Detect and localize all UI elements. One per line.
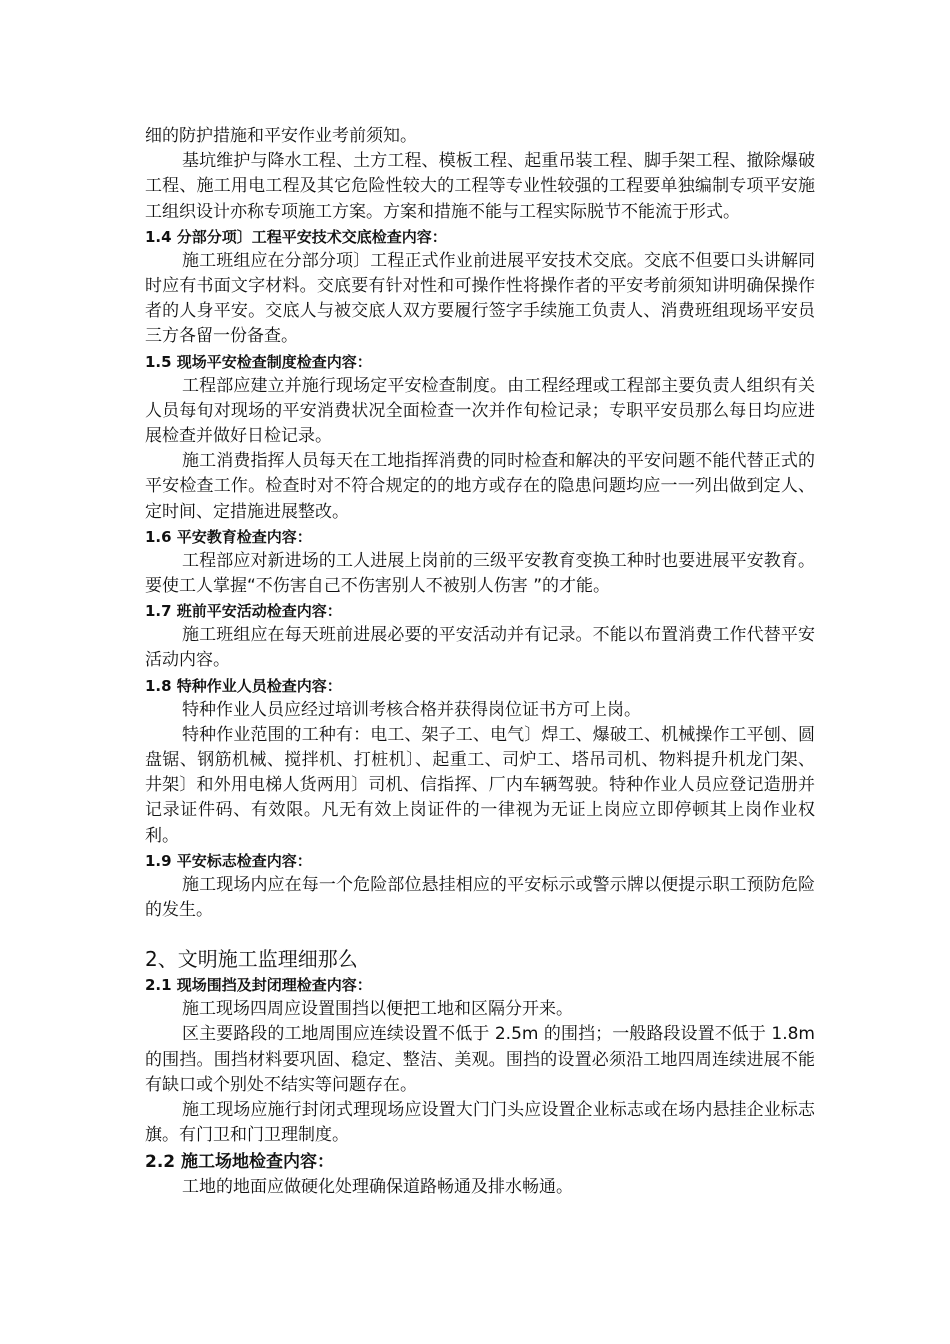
paragraph-pre-shift: 施工班组应在每天班前进展必要的平安活动并有记录。不能以布置消费工作代替平安活动内容。 xyxy=(145,625,815,671)
heading-1-9: 1.9 平安标志检查内容： xyxy=(145,851,312,870)
heading-1-8: 1.8 特种作业人员检查内容： xyxy=(145,676,342,695)
heading-2-2: 2.2 施工场地检查内容： xyxy=(145,1151,335,1172)
paragraph-inspection-system: 工程部应建立并施行现场定平安检查制度。由工程经理或工程部主要负责人组织有关人员每旬对现场的平安消费状况全面检查一次并作旬检记录；专职平安员那么每日均应进展检查并做好日检记录。 xyxy=(145,375,815,447)
paragraph-special-work-scope: 特种作业范围的工种有：电工、架子工、电气〕焊工、爆破工、机械操作工平刨、圆盘锯、钢筋机械、搅拌机、打桩机〕、起重工、司炉工、塔吊司机、物料提升机龙门架、井架〕和外用电梯人货两用〕司机、信指挥、厂内车辆驾驶。特种作业人员应登记造册并记录证件码、有效限。凡无有效上岗证件的一律视为无证上岗应立即停顿其上岗作业权利。 xyxy=(145,724,815,846)
paragraph-tech-briefing: 施工班组应在分部分项〕工程正式作业前进展平安技术交底。交底不但要口头讲解同时应有书面文字材料。交底要有针对性和可操作性将操作者的平安考前须知讲明确保操作者的人身平安。交底人与被交底人双方要履行签字手续施工负责人、消费班组现场平安员三方各留一份备查。 xyxy=(145,250,815,347)
heading-1-7: 1.7 班前平安活动检查内容： xyxy=(145,602,342,621)
paragraph-safety-signs: 施工现场内应在每一个危险部位悬挂相应的平安标示或警示牌以便提示职工预防危险的发生。 xyxy=(145,874,815,921)
paragraph-special-schemes: 基坑维护与降水工程、土方工程、模板工程、起重吊装工程、脚手架工程、撤除爆破工程、施工用电工程及其它危险性较大的工程等专业性较强的工程要单独编制专项平安施工组织设计亦称专项施工方案。方案和措施不能与工程实际脱节不能流于形式。 xyxy=(145,151,815,222)
heading-2-1: 2.1 现场围挡及封闭理检查内容： xyxy=(145,976,372,995)
heading-1-5: 1.5 现场平安检查制度检查内容： xyxy=(145,352,372,371)
paragraph-safety-education: 工程部应对新进场的工人进展上岗前的三级平安教育变换工种时也要进展平安教育。要使工人掌握“不伤害自己不伤害别人不被别人伤害 ”的才能。 xyxy=(145,550,815,597)
heading-section-2: 2、文明施工监理细那么 xyxy=(145,947,358,972)
paragraph-closed-management: 施工现场应施行封闭式理现场应设置大门门头应设置企业标志或在场内悬挂企业标志旗。有门卫和门卫理制度。 xyxy=(145,1100,815,1146)
document-page xyxy=(145,124,815,1200)
heading-1-6: 1.6 平安教育检查内容： xyxy=(145,527,312,546)
paragraph-enclosure: 施工现场四周应设置围挡以便把工地和区隔分开来。 xyxy=(182,999,573,1020)
paragraph-enclosure-height: 区主要路段的工地周围应连续设置不低于 2.5m 的围挡；一般路段设置不低于 1.8m 的围挡。围挡材料要巩固、稳定、整洁、美观。围挡的设置必须沿工地四周连续进展不能有缺口或个别处不结实等问题存在。 xyxy=(145,1024,815,1095)
heading-1-4: 1.4 分部分项〕工程平安技术交底检查内容： xyxy=(145,227,447,246)
paragraph-site-ground: 工地的地面应做硬化处理确保道路畅通及排水畅通。 xyxy=(182,1176,573,1197)
paragraph-daily-inspection: 施工消费指挥人员每天在工地指挥消费的同时检查和解决的平安问题不能代替正式的平安检查工作。检查时对不符合规定的的地方或存在的隐患问题均应一一列出做到定人、定时间、定措施进展整改。 xyxy=(145,451,815,522)
paragraph-special-workers: 特种作业人员应经过培训考核合格并获得岗位证书方可上岗。 xyxy=(182,699,641,720)
paragraph-continuation: 细的防护措施和平安作业考前须知。 xyxy=(145,126,417,146)
